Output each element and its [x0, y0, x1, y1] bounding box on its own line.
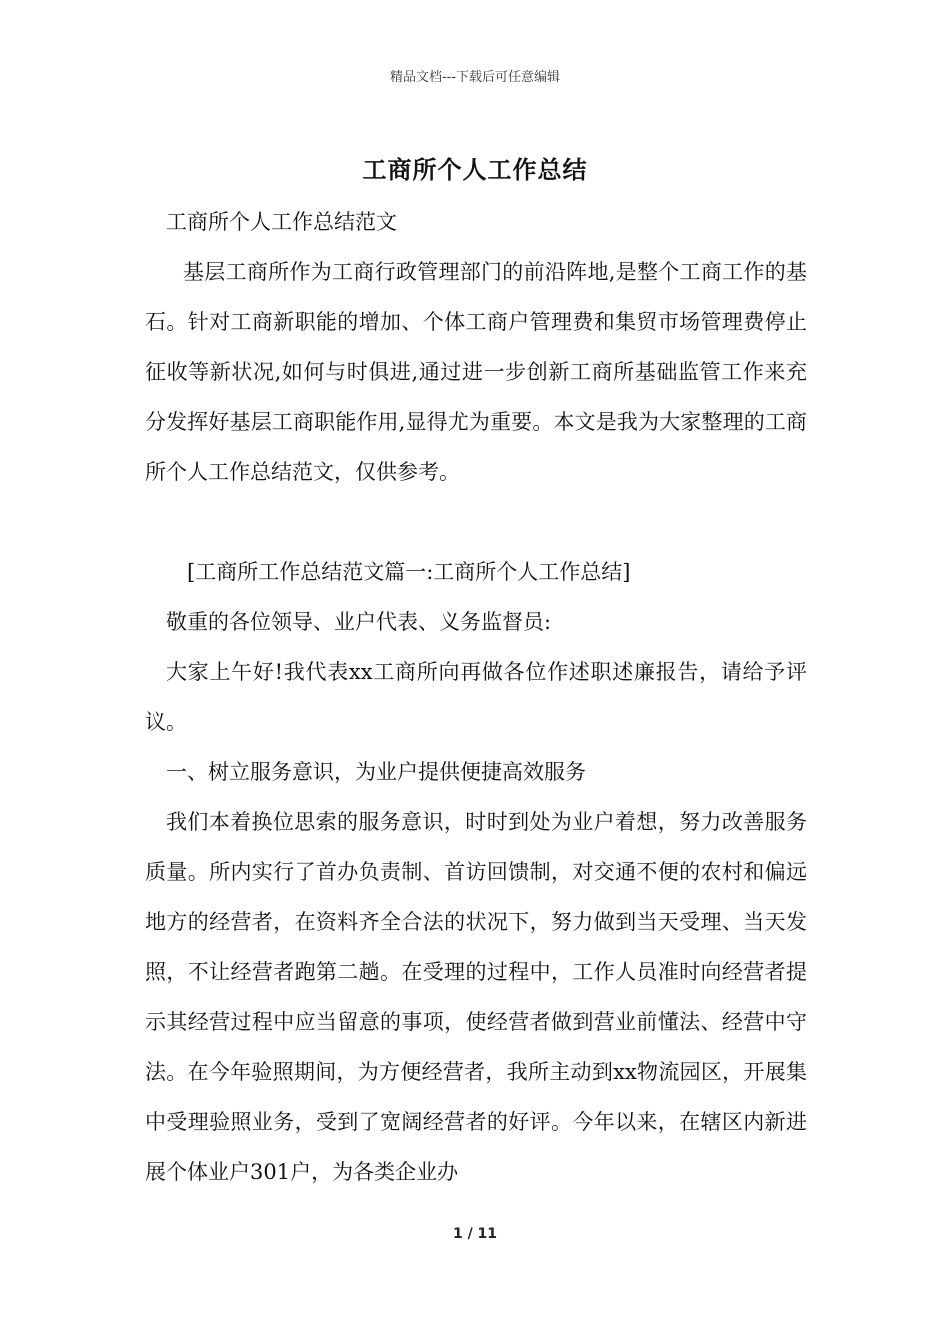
subtitle-paragraph: 工商所个人工作总结范文 — [166, 210, 397, 234]
point1-body: 我们本着换位思索的服务意识，时时到处为业户着想，努力改善服务质量。所内实行了首办负责制、首访回馈制，对交通不便的农村和偏远地方的经营者，在资料齐全合法的状况下，努力做到当天受理、当天发照，不让经营者跑第二趟。在受理的过程中，工作人员准时向经营者提示其经营过程中应当留意的事项，使经营者做到营业前懂法、经营中守法。在今年验照期间，为方便经营者，我所主动到xx物流园区，开展集中受理验照业务，受到了宽阔经营者的好评。今年以来，在辖区内新进展个体业户301户，为各类企业办 — [145, 810, 807, 1184]
page-indicator: 1 / 11 — [452, 1226, 498, 1242]
blank-line — [145, 497, 807, 547]
intro-paragraph: 基层工商所作为工商行政管理部门的前沿阵地,是整个工商工作的基石。针对工商新职能的增加、个体工商户管理费和集贸市场管理费停止征收等新状况,如何与时俱进,通过进一步创新工商所基础监管工作来充分发挥好基层工商职能作用,显得尤为重要。本文是我为大家整理的工商所个人工作总结范文，仅供参考。 — [145, 260, 807, 484]
document-body — [145, 197, 807, 1197]
point1-heading: 一、树立服务意识，为业户提供便捷高效服务 — [166, 760, 586, 784]
header-note: 精品文档---下载后可任意编辑 — [389, 70, 561, 85]
opening-paragraph: 大家上午好!我代表xx工商所向再做各位作述职述廉报告，请给予评议。 — [145, 660, 807, 734]
greeting-paragraph: 敬重的各位领导、业户代表、义务监督员: — [166, 610, 552, 634]
document-title: 工商所个人工作总结 — [362, 155, 588, 184]
section-heading: [工商所工作总结范文篇一:工商所个人工作总结] — [187, 560, 631, 584]
